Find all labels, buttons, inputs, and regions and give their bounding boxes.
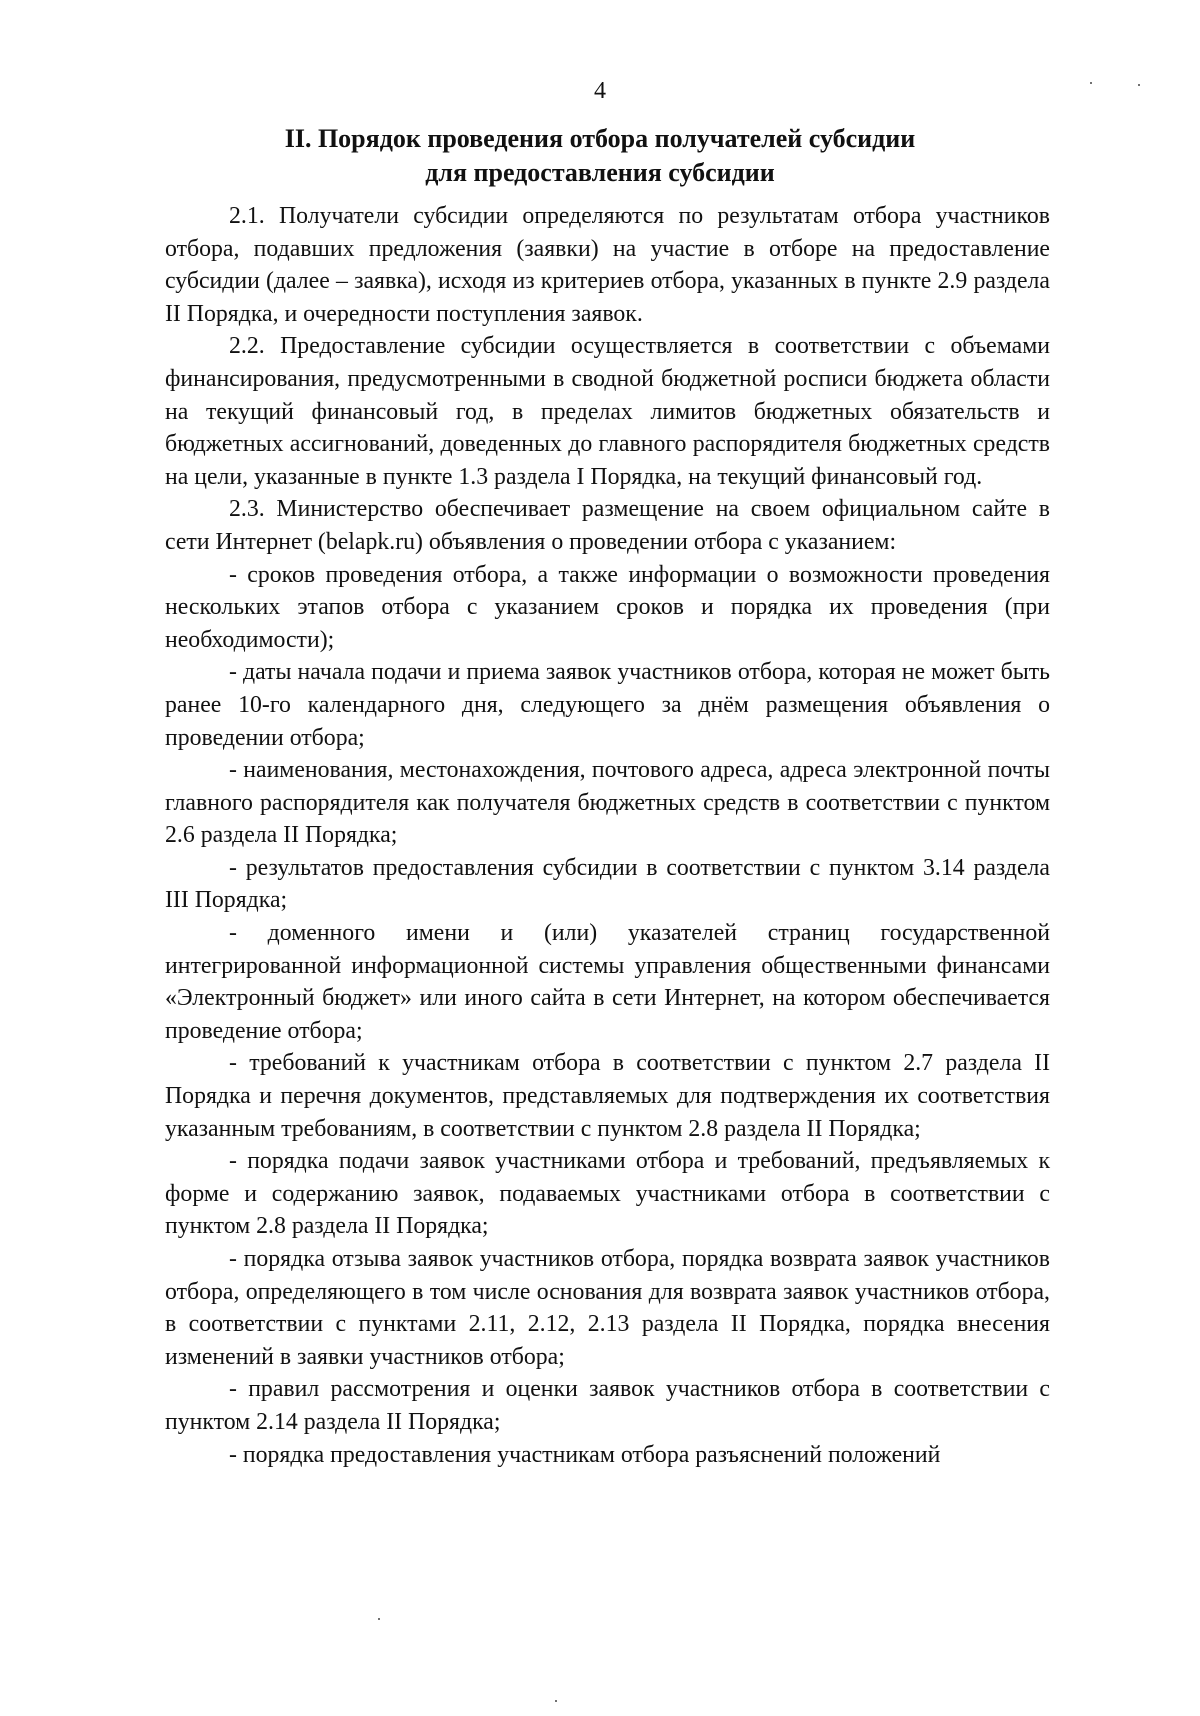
list-item-review-rules: - правил рассмотрения и оценки заявок участников отбора в соответствии с пунктом 2.14 раздела II Порядка; [165, 1376, 1050, 1435]
section-heading-line-2: для предоставления субсидии [425, 158, 775, 187]
list-item-withdrawal-order: - порядка отзыва заявок участников отбора, порядка возврата заявок участников отбора, определяющего в том числе основания для возврата заявок участников отбора, в соответствии с пунктами 2.11, 2.12, 2.13 раздела II Порядка, порядка внесения изменений в заявки участников отбора; [165, 1246, 1050, 1370]
paragraph-2-1: 2.1. Получатели субсидии определяются по результатам отбора участников отбора, подавших предложения (заявки) на участие в отборе на предоставление субсидии (далее – заявка), исходя из критериев отбора, указанных в пункте 2.9 раздела II Порядка, и очередности поступления заявок. [165, 203, 1050, 327]
paragraph-2-3: 2.3. Министерство обеспечивает размещение на своем официальном сайте в сети Интернет (belapk.ru) объявления о проведении отбора с указанием: [165, 496, 1050, 555]
page-number: 4 [594, 78, 606, 104]
scan-speck [1138, 84, 1140, 86]
scan-speck [378, 1618, 380, 1620]
list-item-clarifications: - порядка предоставления участникам отбора разъяснений положений [229, 1441, 941, 1468]
list-item-results: - результатов предоставления субсидии в соответствии с пунктом 3.14 раздела III Порядка; [165, 854, 1050, 914]
list-item-requirements: - требований к участникам отбора в соответствии с пунктом 2.7 раздела II Порядка и перечня документов, представляемых для подтверждения их соответствия указанным требованиям, в соответствии с пунктом 2.8 раздела II Порядка; [165, 1050, 1050, 1142]
list-item-domain-name: - доменного имени и (или) указателей страниц государственной интегрированной информационной системы управления общественными финансами «Электронный бюджет» или иного сайта в сети Интернет, на котором обеспечивается проведение отбора; [165, 920, 1050, 1044]
list-item-start-date: - даты начала подачи и приема заявок участников отбора, которая не может быть ранее 10-го календарного дня, следующего за днём размещения объявления о проведении отбора; [165, 659, 1050, 751]
scan-speck [1090, 82, 1092, 84]
section-heading-line-1: II. Порядок проведения отбора получателей субсидии [284, 124, 916, 153]
document-body [165, 200, 1050, 1471]
section-heading [150, 122, 1050, 190]
scan-speck [555, 1700, 557, 1702]
list-item-submission-order: - порядка подачи заявок участниками отбора и требований, предъявляемых к форме и содержанию заявок, подаваемых участниками отбора в соответствии с пунктом 2.8 раздела II Порядка; [165, 1148, 1050, 1240]
list-item-deadlines: - сроков проведения отбора, а также информации о возможности проведения нескольких этапов отбора с указанием сроков и порядка их проведения (при необходимости); [165, 561, 1050, 653]
paragraph-2-2: 2.2. Предоставление субсидии осуществляется в соответствии с объемами финансирования, предусмотренными в сводной бюджетной росписи бюджета области на текущий финансовый год, в пределах лимитов бюджетных обязательств и бюджетных ассигнований, доведенных до главного распорядителя бюджетных средств на цели, указанные в пункте 1.3 раздела I Порядка, на текущий финансовый год. [165, 333, 1050, 490]
list-item-contact-info: - наименования, местонахождения, почтового адреса, адреса электронной почты главного распорядителя как получателя бюджетных средств в соответствии с пунктом 2.6 раздела II Порядка; [165, 757, 1050, 849]
